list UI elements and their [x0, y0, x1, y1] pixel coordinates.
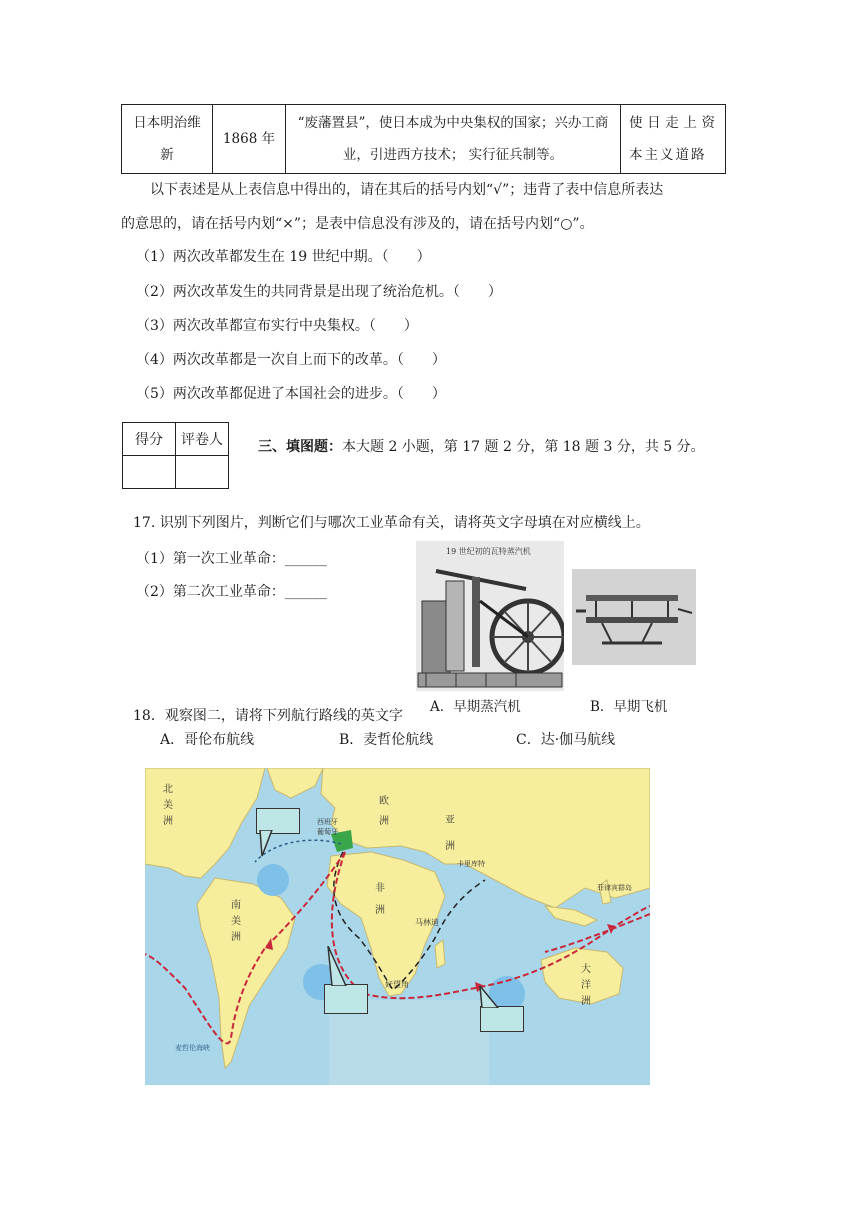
map-label-cape: 好望角 — [385, 980, 409, 989]
q18-option-a: A．哥伦布航线 — [160, 732, 255, 748]
statement-5: （5）两次改革都促进了本国社会的进步。（ ） — [136, 386, 446, 402]
q17-stem: 17. 识别下列图片，判断它们与哪次工业革命有关，请将英文字母填在对应横线上。 — [133, 515, 650, 531]
steam-engine-drawing — [416, 541, 564, 691]
statement-3: （3）两次改革都宣布实行中央集权。（ ） — [136, 318, 418, 334]
steam-engine-caption-top: 19 世纪初的瓦特蒸汽机 — [446, 547, 531, 556]
voyage-map — [145, 768, 650, 1085]
cell-year: 1868 年 — [213, 105, 286, 174]
score-label: 得分 — [123, 423, 176, 456]
caption-b: B．早期飞机 — [590, 699, 668, 715]
voyage-map-drawing — [145, 768, 650, 1085]
airplane-photo — [572, 569, 696, 665]
cell-effect: 使日走上资本主义道路 — [621, 105, 726, 174]
caption-a: A．早期蒸汽机 — [430, 699, 521, 715]
map-label-south-america: 南美洲 — [231, 900, 241, 943]
steam-engine-photo — [416, 541, 564, 691]
q17-answer-1[interactable]: （1）第一次工业革命：______ — [136, 551, 327, 567]
map-label-north-america: 北美洲 — [163, 784, 173, 827]
section-desc: 本大题 2 小题，第 17 题 2 分，第 18 题 3 分，共 5 分。 — [342, 439, 705, 455]
callout-pointer-3 — [478, 986, 502, 1008]
q18-option-b: B．麦哲伦航线 — [339, 732, 434, 748]
map-label-strait: 麦哲伦海峡 — [175, 1044, 210, 1052]
callout-pointer-2 — [326, 946, 350, 986]
cell-country: 日本明治维新 — [122, 105, 213, 174]
map-label-africa: 非洲 — [375, 883, 385, 916]
reviewer-cell[interactable] — [176, 456, 229, 489]
score-box — [122, 422, 229, 489]
map-label-spain: 西班牙 — [317, 818, 338, 826]
answer-box-3[interactable] — [480, 1006, 524, 1032]
instruction-line-2: 的意思的，请在括号内划“×”；是表中信息没有涉及的，请在括号内划“○”。 — [121, 216, 594, 232]
callout-pointer-1 — [258, 830, 282, 858]
map-label-asia: 亚洲 — [445, 815, 455, 852]
statement-2: （2）两次改革发生的共同背景是出现了统治危机。（ ） — [136, 284, 502, 300]
reform-table — [121, 104, 726, 174]
map-label-philippines: 菲律宾群岛 — [597, 884, 632, 892]
instruction-line-1: 以下表述是从上表信息中得出的，请在其后的括号内划“√”；违背了表中信息所表达 — [150, 182, 664, 198]
section-heading — [258, 437, 705, 457]
q18-option-c: C．达·伽马航线 — [516, 732, 616, 748]
section-title: 三、填图题： — [258, 439, 342, 455]
map-label-europe: 欧洲 — [379, 796, 389, 827]
map-label-portugal: 葡萄牙 — [317, 828, 338, 836]
statement-1: （1）两次改革都发生在 19 世纪中期。（ ） — [136, 249, 431, 265]
statement-4: （4）两次改革都是一次自上而下的改革。（ ） — [136, 352, 446, 368]
answer-box-2[interactable] — [324, 984, 368, 1014]
reviewer-label: 评卷人 — [176, 423, 229, 456]
q18-stem: 18．观察图二，请将下列航行路线的英文字 — [133, 708, 403, 724]
airplane-drawing — [572, 569, 696, 665]
score-cell[interactable] — [123, 456, 176, 489]
cell-content: “废藩置县”，使日本成为中央集权的国家；兴办工商业，引进西方技术； 实行征兵制等。 — [286, 105, 621, 174]
map-label-calicut: 卡里库特 — [457, 860, 485, 868]
map-label-oceania: 大洋洲 — [581, 964, 591, 1007]
map-label-malindi: 马林迪 — [415, 918, 439, 927]
q17-answer-2[interactable]: （2）第二次工业革命：______ — [136, 584, 327, 600]
table-row — [122, 105, 726, 174]
